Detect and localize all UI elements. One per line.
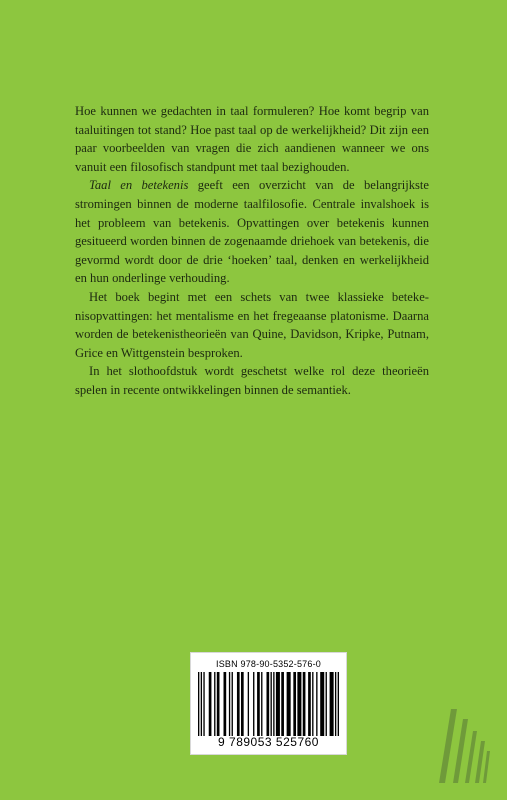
- barcode-digits: 9 789053 525760: [218, 735, 319, 749]
- blurb-paragraph-4: In het slothoofdstuk wordt geschetst welke rol deze theorieën spelen in recente ontwikkelingen binnen de semantiek.: [75, 364, 429, 397]
- barcode-bar: [261, 672, 262, 736]
- barcode-bar: [273, 672, 274, 736]
- barcode-bar: [320, 672, 324, 736]
- barcode-bar: [335, 672, 336, 736]
- barcode-bar: [308, 672, 311, 736]
- back-cover-blurb: [75, 102, 429, 400]
- barcode-bar: [330, 672, 334, 736]
- book-title-italic: Taal en betekenis: [89, 178, 189, 193]
- barcode-bar: [297, 672, 301, 736]
- barcode-bar: [209, 672, 212, 736]
- barcode-bar: [276, 672, 280, 736]
- barcode-bar: [214, 672, 215, 736]
- barcode-bar: [326, 672, 327, 736]
- barcode-bars: [198, 672, 339, 736]
- blurb-paragraph-2-text: geeft een overzicht van de belangrijkste stromingen binnen de moderne taalfilosofie. Centrale invalshoek is het probleem van betekenis. Opvattingen over betekenis kunnen gesitueerd worden binnen de zogenaamde driehoek van betekenis, die gevormd wordt door de drie ‘hoeken’ taal, denken en werkelijkheid en hun onderlinge verhouding.: [75, 178, 429, 286]
- publisher-logo-icon: [433, 705, 493, 785]
- barcode-bar: [248, 672, 249, 736]
- barcode-bar: [287, 672, 291, 736]
- barcode-bar: [281, 672, 284, 736]
- barcode-bar: [271, 672, 272, 736]
- blurb-paragraph-2: [75, 176, 429, 288]
- barcode-bar: [217, 672, 220, 736]
- isbn-label: ISBN 978-90-5352-576-0: [216, 659, 321, 669]
- barcode-bar: [312, 672, 313, 736]
- isbn-barcode: [190, 652, 347, 755]
- blurb-paragraph-1: Hoe kunnen we gedachten in taal formuleren? Hoe komt begrip van taaluitingen tot stand? Hoe past taal op de werkelijkheid? Dit zijn een paar voorbeelden van vragen die zich aandienen wanneer we ons vanuit een filosofisch standpunt met taal bezighouden.: [75, 104, 429, 174]
- barcode-bar: [253, 672, 254, 736]
- barcode-bar: [257, 672, 260, 736]
- barcode-bar: [237, 672, 240, 736]
- barcode-bar: [293, 672, 296, 736]
- barcode-bar: [316, 672, 317, 736]
- barcode-bar: [266, 672, 269, 736]
- barcode-bar: [203, 672, 204, 736]
- barcode-bar: [201, 672, 202, 736]
- barcode-bar: [232, 672, 233, 736]
- barcode-bar: [338, 672, 339, 736]
- barcode-bar: [241, 672, 244, 736]
- blurb-paragraph-3: Het boek begint met een schets van twee klassieke betekenisopvattingen: het mentalisme en het fregeaanse platonisme. Daarna worden de betekenistheorieën van Quine, Davidson, Kripke, Putnam, Grice en Wittgenstein besproken.: [75, 289, 429, 360]
- barcode-bar: [224, 672, 227, 736]
- barcode-bar: [303, 672, 306, 736]
- barcode-bar: [229, 672, 230, 736]
- barcode-bar: [198, 672, 199, 736]
